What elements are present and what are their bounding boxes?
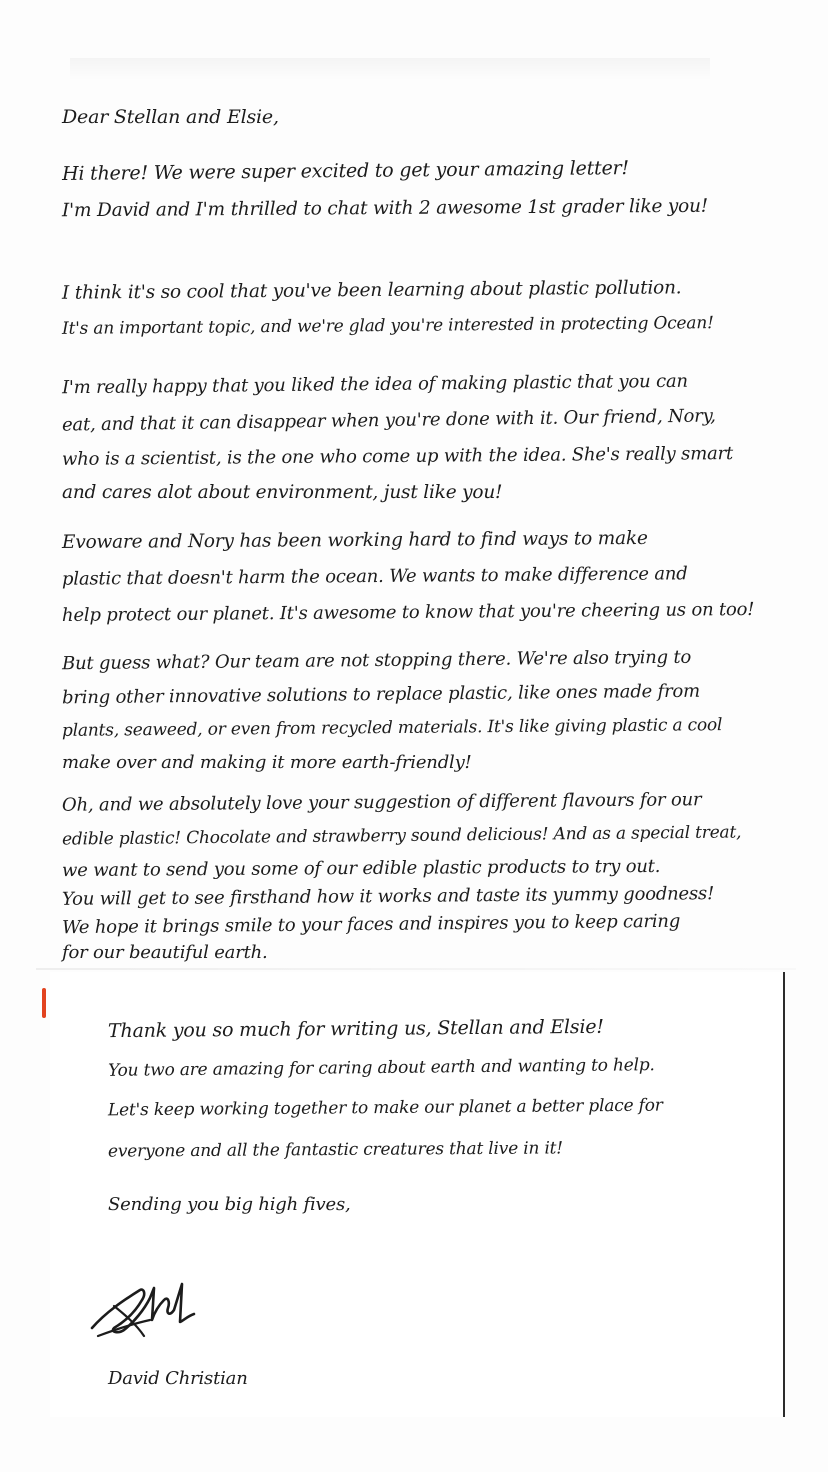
letter-line: who is a scientist, is the one who come up with the idea. She's really smart [61,443,734,470]
letter-line: for our beautiful earth. [62,942,268,963]
letter-line: and cares alot about environment, just like you! [62,482,503,503]
letter-line: bring other innovative solutions to replace plastic, like ones made from [61,680,701,709]
letter-line: Thank you so much for writing us, Stellan and Elsie! [107,1015,604,1043]
letter-line: plants, seaweed, or even from recycled materials. It's like giving plastic a cool [61,715,723,741]
letter-line: edible plastic! Chocolate and strawberry sound delicious! And as a special treat, [61,822,742,850]
letter-line: Let's keep working together to make our planet a better place for [107,1095,663,1121]
letter-line: help protect our planet. It's awesome to know that you're cheering us on too! [61,598,755,627]
red-mark [42,988,46,1018]
letter-line: I'm David and I'm thrilled to chat with 2 awesome 1st grader like you! [61,195,709,222]
greeting: Dear Stellan and Elsie, [62,106,279,128]
letter-line: It's an important topic, and we're glad you're interested in protecting Ocean! [61,313,714,339]
closing: Sending you big high fives, [108,1194,351,1215]
letter-line: You two are amazing for caring about earth and wanting to help. [107,1055,655,1081]
letter-line: eat, and that it can disappear when you're done with it. Our friend, Nory, [61,405,716,436]
letter-line: Hi there! We were super excited to get your amazing letter! [61,157,630,185]
signature-icon [84,1270,204,1350]
signature-name: David Christian [108,1368,248,1389]
letter-line: We hope it brings smile to your faces and inspires you to keep caring [61,910,681,939]
letter-line: plastic that doesn't harm the ocean. We wants to make difference and [61,563,688,590]
letter-line: everyone and all the fantastic creatures that live in it! [107,1138,563,1162]
letter-line: make over and making it more earth-friendly! [62,752,472,773]
letter-line: I'm really happy that you liked the idea of making plastic that you can [61,370,688,399]
letter-line: But guess what? Our team are not stopping there. We're also trying to [61,646,692,675]
letter-line: Evoware and Nory has been working hard to find ways to make [61,527,648,554]
letter-line: we want to send you some of our edible plastic products to try out. [61,855,661,882]
letter-line: I think it's so cool that you've been learning about plastic pollution. [61,277,682,304]
page-fold [36,968,796,970]
scan-shadow [70,58,710,80]
letter-line: Oh, and we absolutely love your suggestion of different flavours for our [61,789,702,816]
letter-line: You will get to see firsthand how it works and taste its yummy goodness! [61,883,715,910]
